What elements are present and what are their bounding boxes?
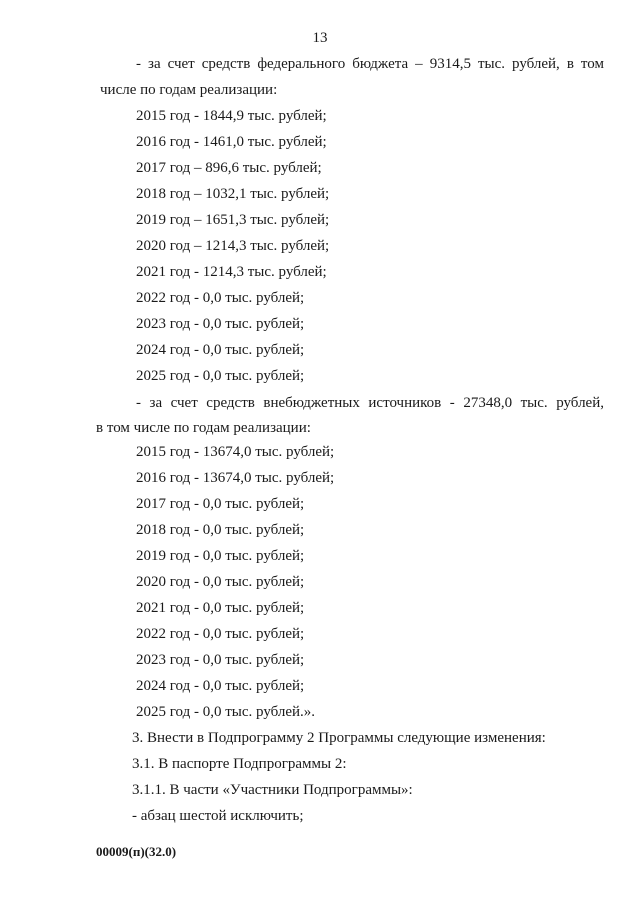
- extrabudgetary-year-2021: 2021 год - 0,0 тыс. рублей;: [136, 600, 305, 616]
- federal-year-2016: 2016 год - 1461,0 тыс. рублей;: [136, 134, 327, 150]
- federal-year-2022: 2022 год - 0,0 тыс. рублей;: [136, 290, 305, 306]
- federal-year-2025: 2025 год - 0,0 тыс. рублей;: [136, 368, 305, 384]
- extrabudgetary-year-2025: 2025 год - 0,0 тыс. рублей.».: [136, 704, 316, 720]
- page-number: 13: [312, 30, 328, 46]
- extrabudgetary-year-2016: 2016 год - 13674,0 тыс. рублей;: [136, 470, 335, 486]
- federal-intro-line-2: числе по годам реализации:: [100, 82, 278, 98]
- federal-year-2019: 2019 год – 1651,3 тыс. рублей;: [136, 212, 330, 228]
- federal-intro-line-1: - за счет средств федерального бюджета – 9314,5 тыс. рублей, в том: [136, 56, 604, 72]
- federal-year-2015: 2015 год - 1844,9 тыс. рублей;: [136, 108, 327, 124]
- amendment-paragraph-removal: - абзац шестой исключить;: [132, 808, 304, 824]
- federal-year-2024: 2024 год - 0,0 тыс. рублей;: [136, 342, 305, 358]
- extrabudgetary-year-2019: 2019 год - 0,0 тыс. рублей;: [136, 548, 305, 564]
- extrabudgetary-intro-line-2: в том числе по годам реализации:: [96, 420, 311, 436]
- extrabudgetary-year-2023: 2023 год - 0,0 тыс. рублей;: [136, 652, 305, 668]
- extrabudgetary-intro-line-1: - за счет средств внебюджетных источников - 27348,0 тыс. рублей,: [136, 395, 604, 411]
- extrabudgetary-year-2020: 2020 год - 0,0 тыс. рублей;: [136, 574, 305, 590]
- amendment-item-3-1: 3.1. В паспорте Подпрограммы 2:: [132, 756, 347, 772]
- amendment-item-3-1-1: 3.1.1. В части «Участники Подпрограммы»:: [132, 782, 413, 798]
- extrabudgetary-year-2018: 2018 год - 0,0 тыс. рублей;: [136, 522, 305, 538]
- extrabudgetary-year-2017: 2017 год - 0,0 тыс. рублей;: [136, 496, 305, 512]
- extrabudgetary-year-2015: 2015 год - 13674,0 тыс. рублей;: [136, 444, 335, 460]
- federal-year-2017: 2017 год – 896,6 тыс. рублей;: [136, 160, 322, 176]
- document-footer-code: 00009(п)(32.0): [96, 844, 177, 859]
- federal-year-2018: 2018 год – 1032,1 тыс. рублей;: [136, 186, 330, 202]
- extrabudgetary-year-2024: 2024 год - 0,0 тыс. рублей;: [136, 678, 305, 694]
- amendment-item-3: 3. Внести в Подпрограмму 2 Программы следующие изменения:: [132, 730, 546, 746]
- extrabudgetary-year-2022: 2022 год - 0,0 тыс. рублей;: [136, 626, 305, 642]
- federal-year-2021: 2021 год - 1214,3 тыс. рублей;: [136, 264, 327, 280]
- federal-year-2023: 2023 год - 0,0 тыс. рублей;: [136, 316, 305, 332]
- federal-year-2020: 2020 год – 1214,3 тыс. рублей;: [136, 238, 330, 254]
